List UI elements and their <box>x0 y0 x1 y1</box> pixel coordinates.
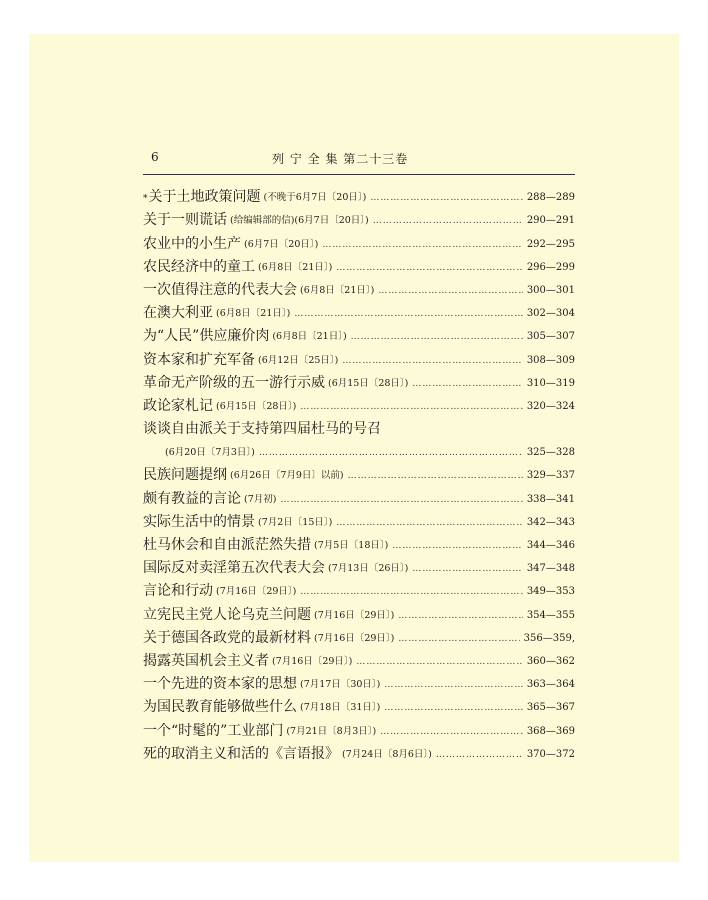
entry-pages: 347—348 <box>526 563 575 575</box>
toc-entry <box>143 254 575 277</box>
entry-date: (6月8日〔21日〕) <box>216 308 291 320</box>
entry-pages: 320—324 <box>526 400 575 412</box>
entry-pages: 363—364 <box>526 679 575 691</box>
entry-title: 谈谈自由派关于支持第四届杜马的号召 <box>143 421 381 438</box>
entry-title: 一个先进的资本家的思想 <box>143 676 297 693</box>
entry-date: (不晚于6月7日〔20日〕) <box>263 192 367 204</box>
entry-pages: 325—328 <box>526 447 575 459</box>
entry-date: (6月15日〔28日〕) <box>328 377 409 389</box>
dot-leader <box>351 328 523 346</box>
entry-date: (7月21日〔8月3日〕) <box>286 725 377 737</box>
running-head: 列 宁 全 集 第二十三卷 <box>272 152 409 166</box>
dot-leader <box>294 305 522 323</box>
dot-leader <box>398 607 522 625</box>
toc-entry <box>143 601 575 624</box>
dot-leader <box>356 653 522 671</box>
entry-title: 为“人民”供应廉价肉 <box>143 328 270 345</box>
toc-entry <box>143 485 575 508</box>
entry-date: (7月16日〔29日〕) <box>314 632 395 644</box>
entry-date: (7月初) <box>244 493 277 505</box>
entry-date: (7月13日〔26日〕) <box>328 563 409 575</box>
dot-leader <box>336 514 522 532</box>
dot-leader <box>378 282 522 300</box>
entry-title: 国际反对卖淫第五次代表大会 <box>143 560 325 577</box>
entry-pages: 365—367 <box>526 702 575 714</box>
entry-title: 民族问题提纲 <box>143 467 227 484</box>
dot-leader <box>380 723 523 741</box>
entry-title: 一次值得注意的代表大会 <box>143 281 297 298</box>
toc-entry <box>143 277 575 300</box>
dot-leader <box>300 398 522 416</box>
toc-entry <box>143 532 575 555</box>
entry-date: (7月5日〔18日〕) <box>314 540 389 551</box>
dot-leader <box>412 560 522 578</box>
dot-leader <box>392 537 522 555</box>
entry-date: (6月26日〔7月9日〕以前) <box>230 470 344 482</box>
dot-leader <box>342 352 522 370</box>
toc-entry <box>143 694 575 717</box>
entry-pages: 360—362 <box>526 655 575 667</box>
entry-marker: * <box>143 194 148 205</box>
toc-entry <box>143 439 575 462</box>
entry-pages: 329—337 <box>526 470 575 482</box>
dot-leader <box>300 583 522 601</box>
dot-leader <box>348 467 523 485</box>
page-header <box>151 150 575 168</box>
toc-entry <box>143 717 575 740</box>
entry-title: 在澳大利亚 <box>143 305 213 322</box>
entry-title: 揭露英国机会主义者 <box>143 652 269 669</box>
toc-entry <box>143 625 575 648</box>
toc-entry <box>143 300 575 323</box>
entry-pages: 344—346 <box>526 540 575 551</box>
dot-leader <box>336 259 522 277</box>
entry-title: 政论家札记 <box>143 397 213 414</box>
entry-title: 资本家和扩充军备 <box>143 351 255 368</box>
dot-leader <box>412 375 522 393</box>
toc-entry <box>143 230 575 253</box>
entry-title: 为国民教育能够做些什么 <box>143 699 297 716</box>
header-rule <box>143 174 575 175</box>
entry-date: (6月15日〔28日〕) <box>216 400 297 412</box>
entry-date: (6月8日〔21日〕) <box>258 261 333 273</box>
dot-leader <box>436 746 523 764</box>
entry-date: (6月8日〔21日〕) <box>300 284 375 296</box>
table-of-contents <box>143 184 575 764</box>
entry-date: (6月20日〔7月3日〕) <box>165 447 255 459</box>
entry-title: 关于德国各政党的最新材料 <box>143 629 311 646</box>
entry-title: 农业中的小生产 <box>143 235 241 252</box>
toc-entry <box>143 671 575 694</box>
dot-leader <box>280 491 522 509</box>
entry-pages: 296—299 <box>526 261 575 273</box>
toc-entry <box>143 578 575 601</box>
entry-date: (给编辑部的信)(6月7日〔20日〕) <box>230 215 369 227</box>
entry-date: (7月2日〔15日〕) <box>258 516 333 528</box>
dot-leader <box>322 236 522 254</box>
entry-pages: 349—353 <box>526 586 575 598</box>
entry-pages: 290—291 <box>526 215 575 227</box>
entry-pages: 288—289 <box>526 192 575 204</box>
dot-leader <box>373 212 523 230</box>
entry-date: (7月24日〔8月6日〕) <box>342 748 432 760</box>
entry-date: (7月16日〔29日〕) <box>314 609 395 621</box>
entry-pages: 308—309 <box>526 354 575 366</box>
entry-date: (7月16日〔29日〕) <box>272 655 353 667</box>
dot-leader <box>384 699 522 717</box>
entry-date: (7月17日〔30日〕) <box>300 679 381 691</box>
entry-date: (7月16日〔29日〕) <box>216 586 297 598</box>
entry-title: 死的取消主义和活的《言语报》 <box>143 745 339 762</box>
toc-entry <box>143 462 575 485</box>
entry-pages: 370—372 <box>526 748 575 760</box>
dot-leader <box>259 444 523 462</box>
entry-title: 立宪民主党人论乌克兰问题 <box>143 606 311 623</box>
toc-entry <box>143 370 575 393</box>
entry-title: 农民经济中的童工 <box>143 258 255 275</box>
entry-pages: 310—319 <box>526 377 575 389</box>
page-number: 6 <box>151 150 159 164</box>
entry-pages: 338—341 <box>526 493 575 505</box>
entry-title: 言论和行动 <box>143 583 213 600</box>
toc-entry <box>143 648 575 671</box>
entry-title: 革命无产阶级的五一游行示威 <box>143 374 325 391</box>
entry-date: (6月8日〔21日〕) <box>272 331 347 343</box>
entry-title: 关于土地政策问题 <box>148 189 261 206</box>
entry-title: 杜马休会和自由派茫然失措 <box>143 537 311 553</box>
entry-pages: 305—307 <box>526 331 575 343</box>
dot-leader <box>370 189 522 207</box>
entry-pages: 368—369 <box>526 725 575 737</box>
entry-date: (7月18日〔31日〕) <box>300 702 381 714</box>
dot-leader <box>384 676 522 694</box>
toc-entry <box>143 416 575 439</box>
toc-entry <box>143 323 575 346</box>
entry-pages: 342—343 <box>526 516 575 528</box>
entry-date: (6月12日〔25日〕) <box>258 354 339 366</box>
entry-pages: 356—359, <box>523 632 575 644</box>
toc-entry <box>143 509 575 532</box>
toc-entry <box>143 346 575 369</box>
entry-pages: 292—295 <box>526 238 575 250</box>
entry-title: 一个“时髦的”工业部门 <box>143 722 284 739</box>
toc-entry <box>143 741 575 764</box>
entry-pages: 354—355 <box>526 609 575 621</box>
toc-entry <box>143 393 575 416</box>
toc-entry <box>143 555 575 578</box>
entry-pages: 300—301 <box>526 284 575 296</box>
entry-date: (6月7日〔20日〕) <box>244 238 319 250</box>
dot-leader <box>398 630 519 648</box>
entry-title: 实际生活中的情景 <box>143 513 255 530</box>
entry-title: 关于一则谎话 <box>143 212 227 229</box>
toc-entry <box>143 207 575 230</box>
toc-entry <box>143 184 575 207</box>
entry-title: 颇有教益的言论 <box>143 490 241 507</box>
entry-pages: 302—304 <box>526 308 575 320</box>
